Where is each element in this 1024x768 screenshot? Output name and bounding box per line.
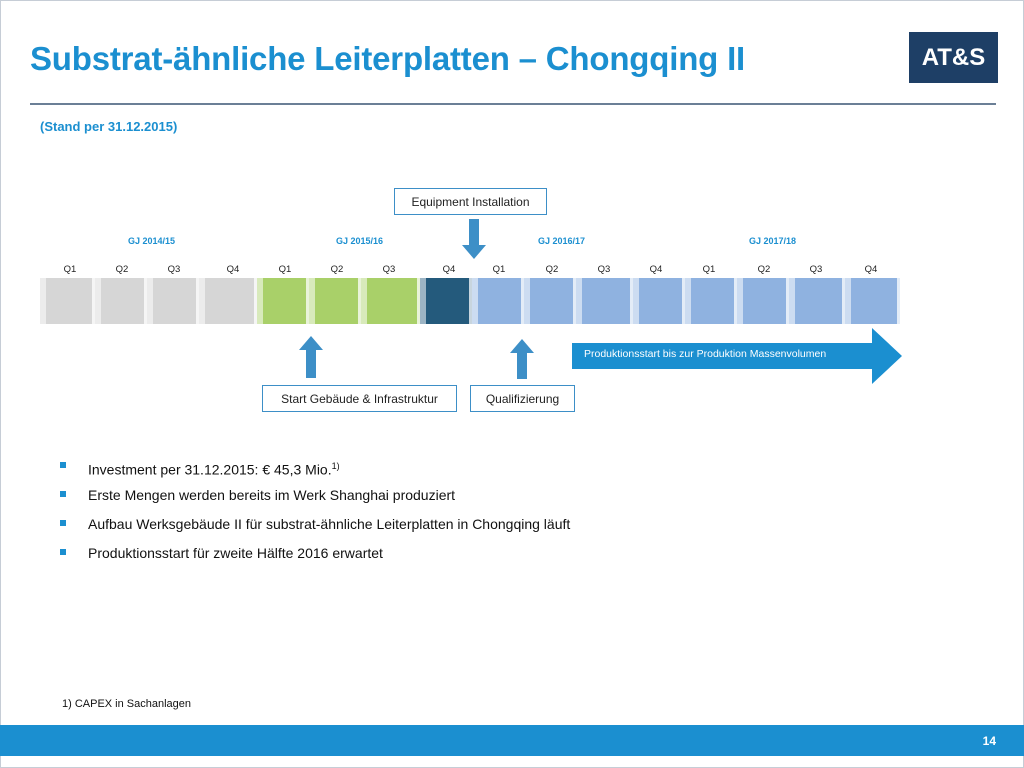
fiscal-year-label: GJ 2016/17 bbox=[538, 236, 586, 246]
quarter-label: Q2 bbox=[757, 264, 771, 275]
quarter-label: Q3 bbox=[809, 264, 823, 275]
qualification-callout: Qualifizierung bbox=[470, 385, 575, 412]
timeline-segment bbox=[789, 278, 845, 324]
production-start-label: Produktionsstart bis zur Produktion Massenvolumen bbox=[584, 348, 827, 360]
list-item: Produktionsstart für zweite Hälfte 2016 erwartet bbox=[60, 543, 570, 572]
quarter-label: Q1 bbox=[702, 264, 716, 275]
timeline-segment bbox=[845, 278, 900, 324]
quarter-label: Q1 bbox=[492, 264, 506, 275]
start-building-callout: Start Gebäude & Infrastruktur bbox=[262, 385, 457, 412]
fiscal-year-label: GJ 2015/16 bbox=[336, 236, 384, 246]
quarter-label: Q3 bbox=[167, 264, 181, 275]
timeline-segment bbox=[685, 278, 737, 324]
quarter-label: Q1 bbox=[278, 264, 292, 275]
quarter-label: Q2 bbox=[545, 264, 559, 275]
list-item: Aufbau Werksgebäude II für substrat-ähnliche Leiterplatten in Chongqing läuft bbox=[60, 514, 570, 543]
list-item: Investment per 31.12.2015: € 45,3 Mio.$^{1)}$ bbox=[60, 456, 570, 485]
timeline-segment bbox=[420, 278, 472, 324]
fiscal-year-label: GJ 2014/15 bbox=[128, 236, 176, 246]
quarter-label: Q3 bbox=[382, 264, 396, 275]
quarter-label: Q2 bbox=[330, 264, 344, 275]
status-date: (Stand per 31.12.2015) bbox=[40, 119, 178, 134]
arrow-up-icon bbox=[510, 339, 534, 380]
quarter-label: Q3 bbox=[597, 264, 611, 275]
quarter-label: Q1 bbox=[63, 264, 77, 275]
timeline-bar bbox=[40, 278, 900, 324]
bullet-icon bbox=[60, 462, 66, 468]
quarter-label: Q4 bbox=[649, 264, 663, 275]
timeline-segment bbox=[737, 278, 789, 324]
equipment-installation-callout: Equipment Installation bbox=[394, 188, 547, 215]
footnote: 1) CAPEX in Sachanlagen bbox=[62, 698, 192, 710]
bullet-icon bbox=[60, 491, 66, 497]
bullet-icon bbox=[60, 549, 66, 555]
slide-title: Substrat-ähnliche Leiterplatten – Chongqing II bbox=[30, 40, 746, 77]
arrow-down-icon bbox=[462, 219, 486, 260]
quarter-label: Q4 bbox=[864, 264, 878, 275]
bullet-list bbox=[60, 456, 570, 572]
ats-logo: AT&S bbox=[909, 32, 998, 83]
page-number: 14 bbox=[982, 734, 996, 748]
arrow-up-icon bbox=[299, 336, 323, 379]
title-divider bbox=[30, 103, 996, 105]
timeline-segment bbox=[309, 278, 361, 324]
timeline-segment bbox=[472, 278, 524, 324]
timeline-segment bbox=[199, 278, 257, 324]
footnote-ref: 1) bbox=[331, 461, 340, 471]
quarter-label: Q2 bbox=[115, 264, 129, 275]
timeline-segment bbox=[95, 278, 147, 324]
timeline-segment bbox=[524, 278, 576, 324]
timeline-segment bbox=[147, 278, 199, 324]
quarter-label: Q4 bbox=[442, 264, 456, 275]
timeline-segment bbox=[633, 278, 685, 324]
timeline-segment bbox=[576, 278, 633, 324]
timeline-segment bbox=[40, 278, 95, 324]
fiscal-year-label: GJ 2017/18 bbox=[749, 236, 797, 246]
timeline-segment bbox=[257, 278, 309, 324]
bullet-icon bbox=[60, 520, 66, 526]
footer-bar bbox=[0, 725, 1024, 756]
list-item: Erste Mengen werden bereits im Werk Shanghai produziert bbox=[60, 485, 570, 514]
quarter-label: Q4 bbox=[226, 264, 240, 275]
timeline-segment bbox=[361, 278, 420, 324]
